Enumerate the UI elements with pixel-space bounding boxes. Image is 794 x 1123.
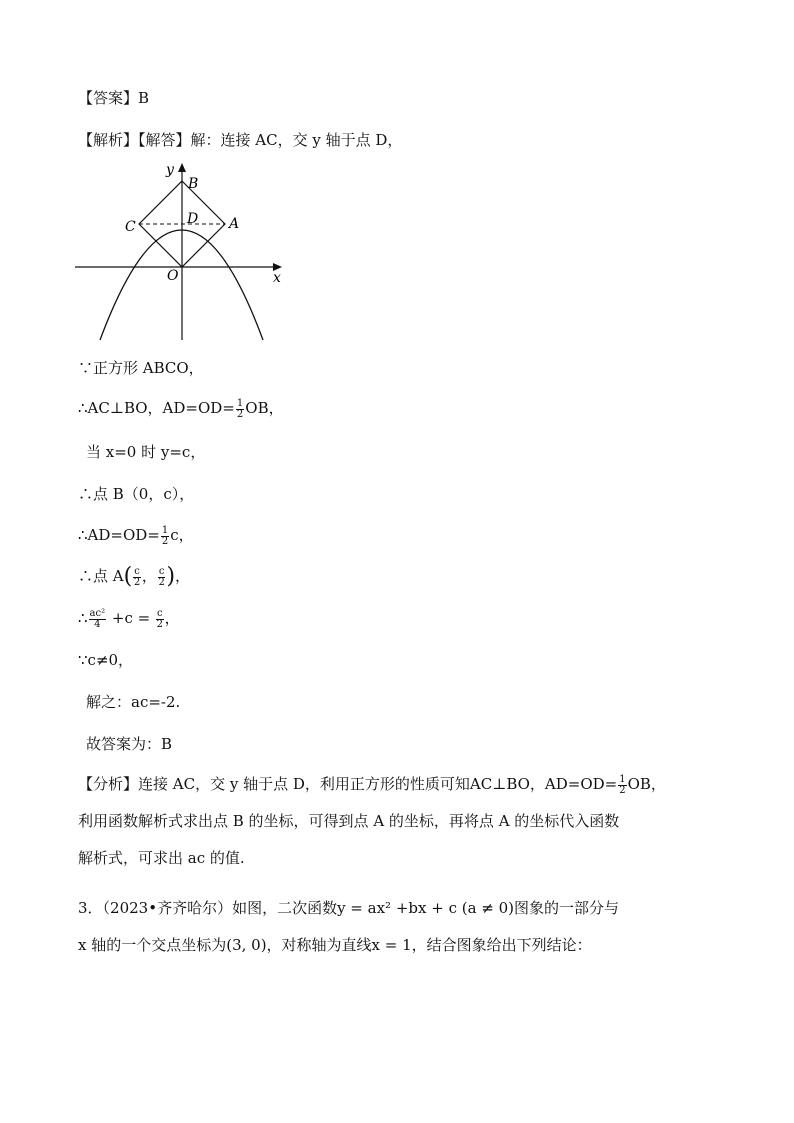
step-6-sep: ， [141,567,157,585]
frac-num: c [134,565,140,577]
step-5-pre: ∴AD=OD= [78,526,160,544]
label-y: y [166,162,174,178]
question-3-line-1: 3．（2023•齐齐哈尔）如图，二次函数y = ax² +bx + c (a ≠ 0)图象的一部分与 [78,899,620,917]
step-9: 解之：ac=-2. [86,693,181,711]
question-3-line-2: x 轴的一个交点坐标为(3, 0)，对称轴为直线x = 1，结合图象给出下列结论： [78,936,592,954]
fraction-half [161,526,169,547]
fraction-c-half [133,567,141,588]
frac-num: c [158,565,165,577]
commentary [78,766,728,877]
right-paren: ) [166,564,176,589]
answer-value: B [138,89,150,107]
label-a: A [229,216,240,232]
analysis-intro [78,130,402,150]
analysis-label: 【解析】【解答】 [78,131,191,149]
left-paren: ( [123,564,133,589]
step-4: ∴点 B（0，c）， [78,485,195,503]
frac-den: 2 [161,535,169,547]
step-3: 当 x=0 时 y=c， [86,443,206,461]
step-10: 故答案为：B [86,735,173,753]
commentary-label: 【分析】 [78,775,139,793]
step-7-mid: +c = [107,609,155,627]
step-7-pre: ∴ [78,609,88,627]
answer-label: 【答案】 [78,89,139,107]
frac-num: ac² [89,607,106,619]
fraction-c-half [158,567,166,588]
step-2-post: OB， [245,399,284,417]
frac-den: 4 [94,618,101,630]
label-x: x [273,270,281,286]
step-2-pre: ∴AC⊥BO，AD=OD= [78,399,235,417]
analysis-text: 解：连接 AC，交 y 轴于点 D， [190,131,403,149]
step-8: ∵c≠0， [78,651,134,669]
label-d: D [187,211,199,227]
fraction-half [618,775,626,796]
frac-den: 2 [619,784,626,796]
label-c: C [125,219,136,235]
frac-num: 1 [236,397,244,409]
step-7 [78,608,180,630]
step-5 [78,525,194,547]
fraction-half [236,399,244,420]
step-1: ∵正方形 ABCO， [78,359,204,377]
fraction-ac2-4 [89,609,107,630]
frac-num: 1 [619,773,626,785]
step-6-post: ， [175,567,191,585]
parabola-figure [70,160,300,345]
commentary-line-2: 利用函数解析式求出点 B 的坐标，可得到点 A 的坐标，再将点 A 的坐标代入函数 [78,812,620,830]
frac-den: 2 [158,576,165,588]
commentary-line-1 [78,766,728,803]
commentary-text-1: 连接 AC，交 y 轴于点 D，利用正方形的性质可知AC⊥BO，AD=OD= [138,775,618,793]
frac-den: 2 [156,618,163,630]
step-7-post: ， [164,609,180,627]
frac-num: c [156,607,163,619]
commentary-text-1-post: OB， [627,775,666,793]
frac-num: 1 [161,524,169,536]
commentary-line-3: 解析式，可求出 ac 的值. [78,849,245,867]
step-2 [78,398,284,420]
y-axis-arrow [178,163,186,172]
label-b: B [188,176,199,192]
frac-den: 2 [236,408,244,420]
step-6 [78,566,190,588]
question-3 [78,890,728,964]
frac-den: 2 [133,576,141,588]
answer-line [78,88,149,108]
fraction-c-half [156,609,164,630]
step-5-post: c， [170,526,194,544]
label-o: O [167,268,179,284]
step-6-pre: ∴点 A [78,567,124,585]
